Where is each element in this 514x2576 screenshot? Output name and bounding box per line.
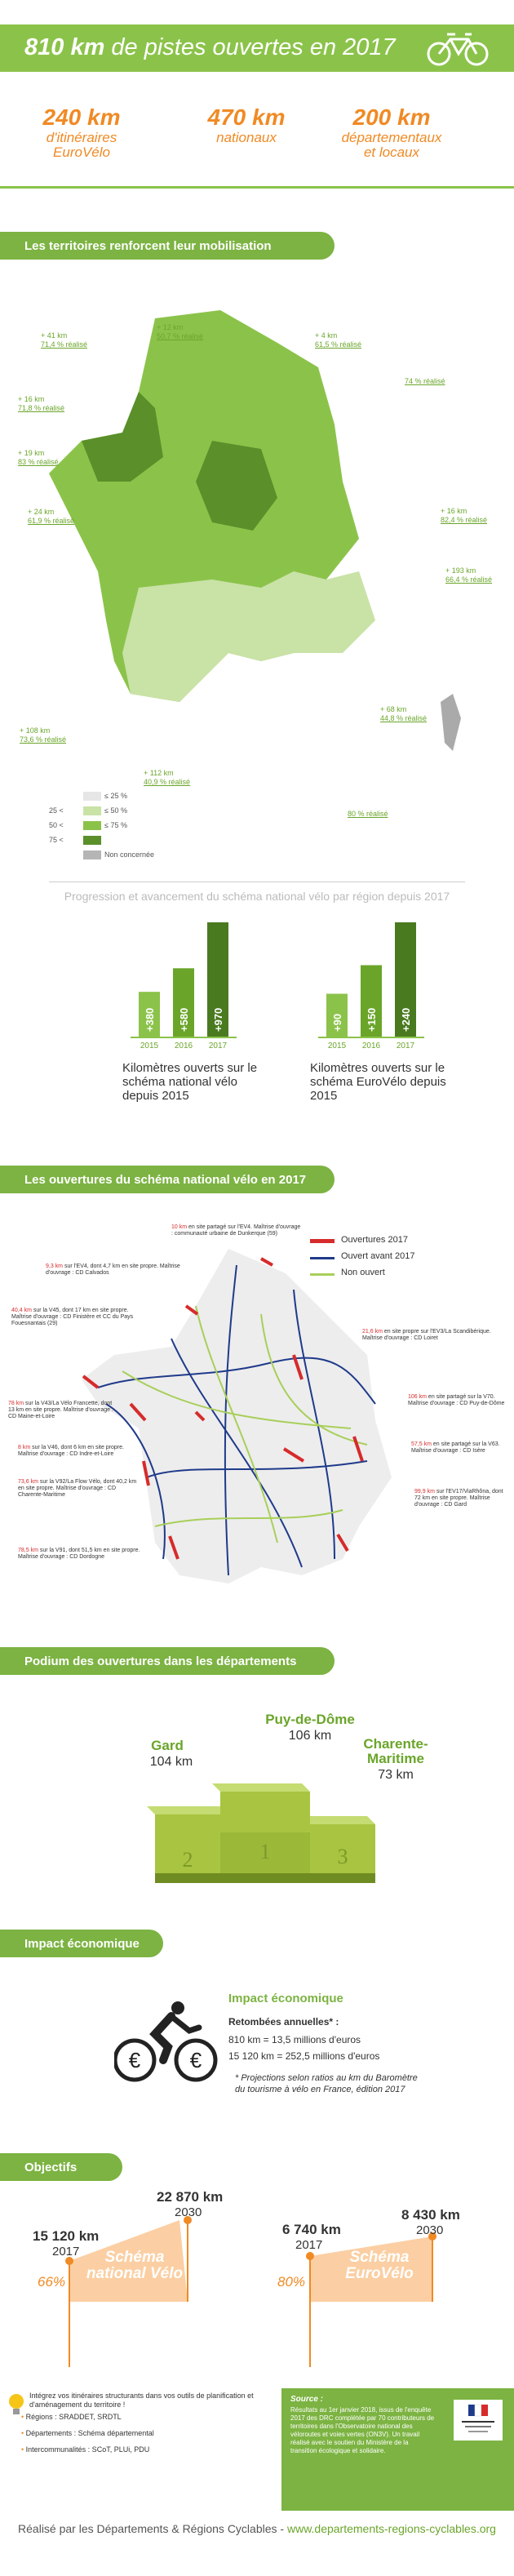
source-text: Résultats au 1er janvier 2018, issus de l'enquête 2017 des DRC complétée par 70 contributeurs de territoires dans l'Observatoire national des véloroutes et voies vertes (ON3V). Un travail réalisé avec le soutien du Ministère de la transition écologique et solidaire. bbox=[290, 2406, 435, 2454]
legend-swatch bbox=[83, 821, 101, 830]
chart-tick-label: 2016 bbox=[361, 1042, 381, 1050]
objective-national-start: 15 120 km bbox=[33, 2228, 100, 2244]
opening-note: 8 km sur la V46, dont 6 km en site propre. Maîtrise d'ouvrage : CD Indre-et-Loire bbox=[18, 1445, 124, 1457]
impact-line: 15 120 km = 252,5 millions d'euros bbox=[228, 2050, 380, 2062]
opening-note: 106 km en site partagé sur la V70. Maîtrise d'ouvrage : CD Puy-de-Dôme bbox=[408, 1394, 505, 1406]
objective-euro-end: 8 430 km bbox=[401, 2207, 460, 2223]
legend-swatch bbox=[83, 836, 101, 845]
map-label: 74 % réalisé bbox=[405, 377, 445, 385]
objective-euro-start-year: 2017 bbox=[295, 2238, 323, 2252]
podium-second-name: Gard bbox=[151, 1738, 184, 1753]
podium-third-value: 73 km bbox=[378, 1768, 414, 1782]
map-label: + 12 km 50,7 % réalisé bbox=[157, 323, 204, 340]
objective-national-end-year: 2030 bbox=[175, 2205, 202, 2219]
objective-national-end: 22 870 km bbox=[157, 2189, 224, 2205]
ministry-logo bbox=[454, 2400, 503, 2441]
legend-label: ≤ 50 % bbox=[104, 806, 127, 815]
podium-third-name: Charente-Maritime bbox=[363, 1736, 428, 1766]
stat-nationaux: 470 km nationaux bbox=[207, 104, 286, 145]
stat-departementaux: 200 km départementaux et locaux bbox=[341, 104, 442, 160]
map-label: + 16 km 82,4 % réalisé bbox=[441, 507, 488, 524]
opening-note: 73,6 km sur la V92/La Flow Vélo, dont 40,2 km en site propre. Maîtrise d'ouvrage : CD Charente-Maritime bbox=[18, 1479, 137, 1498]
rank-1: 1 bbox=[259, 1840, 271, 1863]
progress-title: Progression et avancement du schéma national vélo par région depuis 2017 bbox=[64, 890, 450, 903]
chart-data-label: +580 bbox=[178, 1007, 190, 1032]
map-label: 80 % réalisé bbox=[348, 810, 388, 818]
chart-tick-label: 2016 bbox=[174, 1042, 193, 1050]
legend-label: Non ouvert bbox=[341, 1268, 385, 1277]
legend-swatch bbox=[83, 806, 101, 815]
map-label: + 19 km 83 % réalisé bbox=[18, 449, 59, 466]
legend-label: Ouvertures 2017 bbox=[341, 1235, 408, 1245]
impact-line: 810 km = 13,5 millions d'euros bbox=[228, 2034, 361, 2045]
divider bbox=[0, 186, 514, 189]
legend-swatch bbox=[310, 1273, 335, 1276]
integrate-item: • Intercommunalités : SCoT, PLUi, PDU bbox=[21, 2445, 150, 2454]
legend-swatch bbox=[310, 1257, 335, 1259]
legend-label: ≤ 25 % bbox=[104, 792, 127, 800]
section-impact: Impact économique bbox=[0, 1930, 163, 1957]
chart-data-label: +240 bbox=[400, 1007, 412, 1032]
website-link[interactable]: www.departements-regions-cyclables.org bbox=[286, 2522, 496, 2535]
legend-item: 75 < bbox=[49, 836, 64, 844]
map-label: + 68 km 44,8 % réalisé bbox=[380, 705, 428, 722]
section-podium: Podium des ouvertures dans les départements bbox=[0, 1647, 335, 1675]
objective-euro-end-year: 2030 bbox=[416, 2223, 444, 2237]
legend-swatch bbox=[83, 792, 101, 801]
source-title: Source : bbox=[290, 2395, 324, 2404]
chart-tick-label: 2015 bbox=[327, 1042, 347, 1050]
objective-national-start-year: 2017 bbox=[52, 2245, 80, 2258]
opening-note: 40,4 km sur la V45, dont 17 km en site propre. Maîtrise d'ouvrage : CD Finistère et CC du Pays Fouesnantais (29) bbox=[11, 1308, 134, 1326]
section-objectifs: Objectifs bbox=[0, 2153, 122, 2181]
integrate-item: • Départements : Schéma départemental bbox=[21, 2429, 154, 2437]
map-label: + 108 km 73,6 % réalisé bbox=[20, 726, 67, 744]
chart-tick-label: 2015 bbox=[140, 1042, 159, 1050]
svg-text:€: € bbox=[128, 2048, 141, 2072]
impact-title: Impact économique bbox=[228, 1992, 343, 2005]
objective-euro-label: Schéma EuroVélo bbox=[345, 2249, 414, 2282]
opening-note: 57,5 km en site partagé sur la V63. Maîtrise d'ouvrage : CD Isère bbox=[411, 1441, 500, 1454]
podium-graphic bbox=[147, 1783, 383, 1885]
chart-data-label: +90 bbox=[331, 1013, 343, 1032]
chart-tick-label: 2017 bbox=[208, 1042, 228, 1050]
objective-national-label: Schéma national Vélo bbox=[86, 2249, 184, 2282]
rank-3: 3 bbox=[337, 1845, 348, 1868]
opening-note: 9,3 km sur l'EV4, dont 4,7 km en site propre. Maîtrise d'ouvrage : CD Calvados bbox=[46, 1264, 180, 1276]
legend-item: 25 < bbox=[49, 806, 64, 815]
section-territoires: Les territoires renforcent leur mobilisation bbox=[0, 232, 335, 260]
podium-first-value: 106 km bbox=[288, 1729, 332, 1743]
legend-label: Ouvert avant 2017 bbox=[341, 1251, 415, 1261]
rank-2: 2 bbox=[182, 1848, 193, 1872]
chart-data-label: +150 bbox=[366, 1007, 378, 1032]
impact-footnote: du tourisme à vélo en France, édition 2017 bbox=[235, 2085, 405, 2094]
podium-first-name: Puy-de-Dôme bbox=[265, 1712, 355, 1727]
stat-eurovelo: 240 km d'itinéraires EuroVélo bbox=[42, 104, 121, 160]
footer: Réalisé par les Départements & Régions Cyclables - www.departements-regions-cyclables.org bbox=[18, 2522, 496, 2535]
objective-national-pct: 66% bbox=[38, 2274, 66, 2290]
section-ouvertures: Les ouvertures du schéma national vélo en 2017 bbox=[0, 1166, 335, 1193]
opening-note: 78 km sur la V43/La Vélo Francette, dont 13 km en site propre. Maîtrise d'ouvrage : CD Maine-et-Loire bbox=[8, 1401, 113, 1419]
progress-bar-charts bbox=[114, 914, 441, 1053]
objective-euro-pct: 80% bbox=[277, 2274, 306, 2290]
cyclist-euro-icon bbox=[114, 2001, 220, 2083]
map-label: + 41 km 71,4 % réalisé bbox=[41, 331, 88, 349]
chart-caption-national: Kilomètres ouverts sur le schéma national vélo depuis 2015 bbox=[122, 1061, 258, 1103]
legend-item: 50 < bbox=[49, 821, 64, 829]
chart-axis bbox=[131, 1037, 237, 1038]
opening-note: 10 km en site partagé sur l'EV4. Maîtrise d'ouvrage : communauté urbaine de Dunkerque (59) bbox=[171, 1224, 301, 1237]
map-label: + 16 km 71,8 % réalisé bbox=[18, 395, 65, 412]
podium-second-value: 104 km bbox=[149, 1755, 193, 1769]
svg-text:€: € bbox=[189, 2048, 202, 2072]
map-label: + 193 km 66,4 % réalisé bbox=[445, 566, 493, 584]
impact-subtitle: Retombées annuelles* : bbox=[228, 2016, 339, 2027]
legend-swatch bbox=[310, 1239, 335, 1243]
chart-caption-eurovelo: Kilomètres ouverts sur le schéma EuroVélo depuis 2015 bbox=[310, 1061, 446, 1103]
opening-note: 78,5 km sur la V91, dont 51,5 km en site propre. Maîtrise d'ouvrage : CD Dordogne bbox=[18, 1548, 140, 1560]
opening-note: 21,6 km en site propre sur l'EV3/La Scandibérique. Maîtrise d'ouvrage : CD Loiret bbox=[362, 1329, 491, 1341]
page-title: 810 km de pistes ouvertes en 2017 bbox=[24, 34, 396, 60]
chart-tick-label: 2017 bbox=[396, 1042, 415, 1050]
opening-note: 99,9 km sur l'EV17/ViaRhôna, dont 72 km en site propre. Maîtrise d'ouvrage : CD Gard bbox=[414, 1489, 503, 1508]
integrate-intro: Intégrez vos itinéraires structurants dans vos outils de planification et d'aménagement du territoire ! bbox=[29, 2392, 254, 2409]
legend-label: Non concernée bbox=[104, 851, 155, 859]
bicycle-icon bbox=[424, 29, 493, 69]
legend-label: ≤ 75 % bbox=[104, 821, 127, 829]
legend-swatch bbox=[83, 851, 101, 859]
map-label: + 112 km 40,9 % réalisé bbox=[144, 769, 191, 786]
impact-footnote: * Projections selon ratios au km du Baromètre bbox=[235, 2073, 418, 2083]
map-label: + 24 km 61,9 % réalisé bbox=[28, 508, 75, 525]
integrate-item: • Régions : SRADDET, SRDTL bbox=[21, 2413, 122, 2421]
chart-axis bbox=[318, 1037, 424, 1038]
chart-data-label: +970 bbox=[212, 1007, 224, 1032]
objective-euro-start: 6 740 km bbox=[282, 2222, 341, 2237]
map-label: + 4 km 61,5 % réalisé bbox=[315, 331, 362, 349]
chart-data-label: +380 bbox=[144, 1007, 156, 1032]
